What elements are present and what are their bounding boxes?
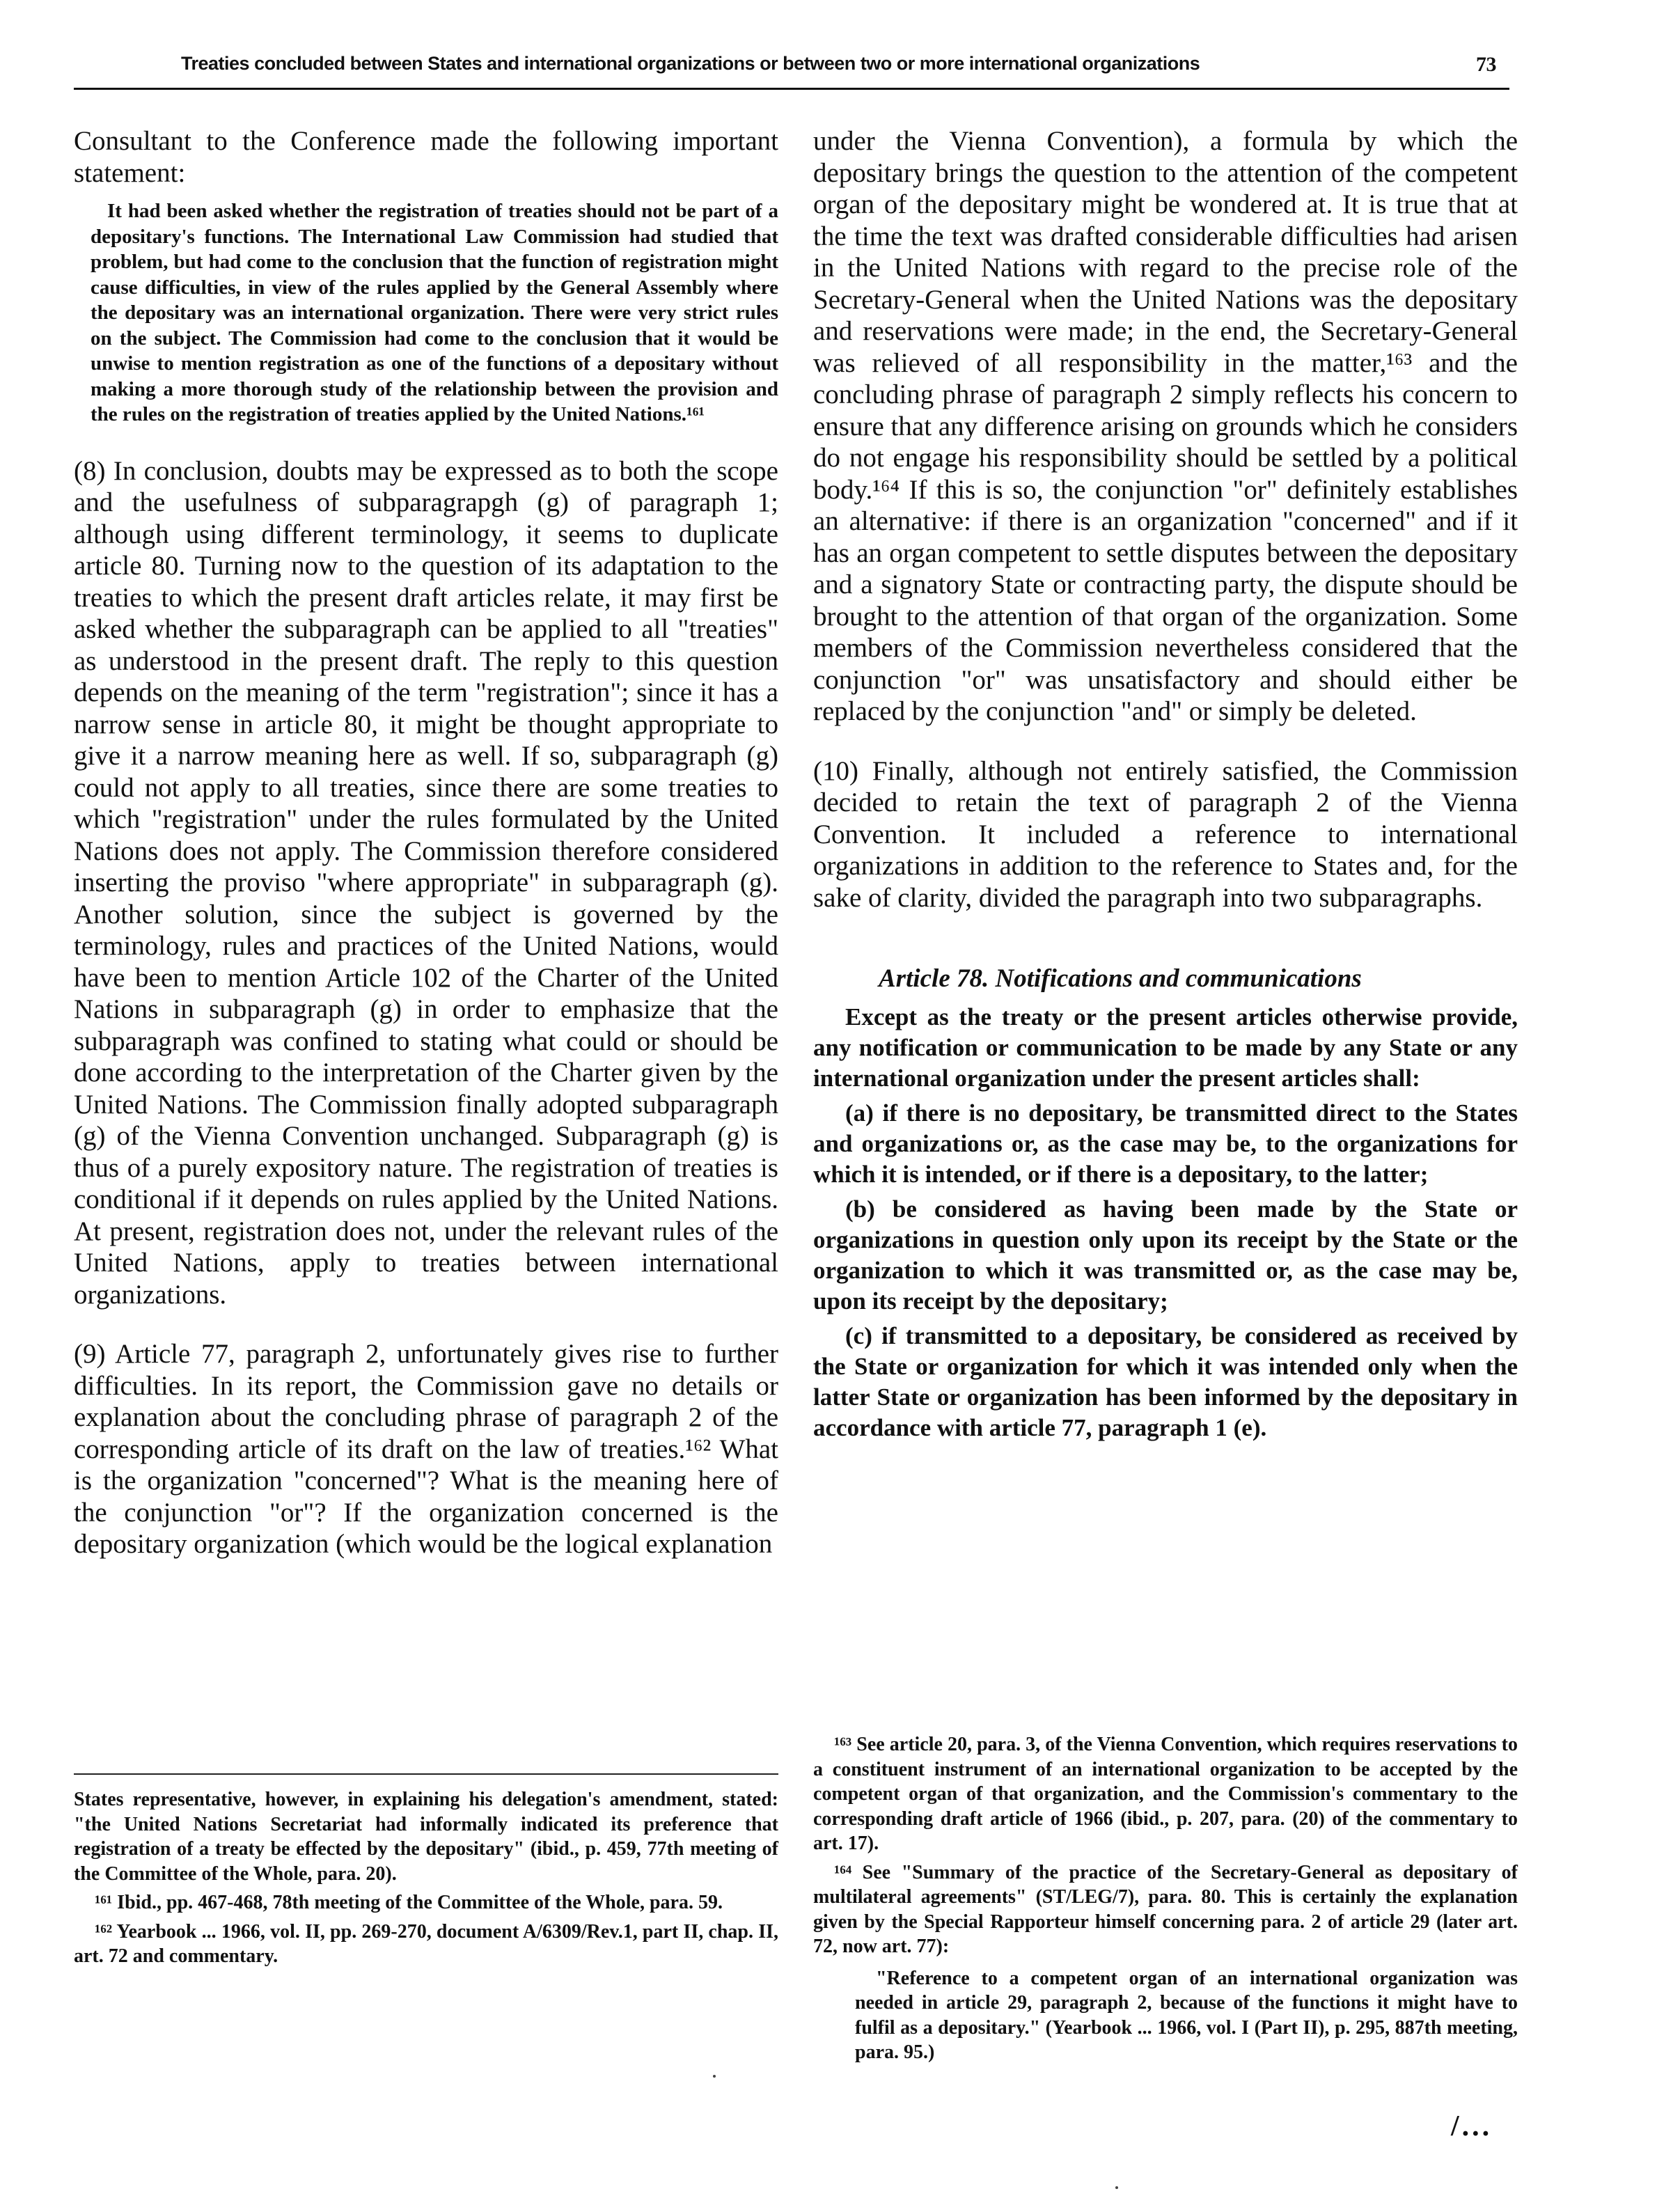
left-column [74, 125, 778, 1560]
footnote-rule-left [74, 1773, 778, 1775]
intro-paragraph: Consultant to the Conference made the following important statement: [74, 126, 778, 188]
footnote-162: ¹⁶² Yearbook ... 1966, vol. II, pp. 269-270, document A/6309/Rev.1, part II, chap. II, art. 72 and commentary. [74, 1920, 778, 1967]
right-column [813, 125, 1518, 1443]
running-title: Treaties concluded between States and international organizations or between two or more international organizations [181, 53, 1200, 74]
paragraph-9-continued: under the Vienna Convention), a formula by which the depositary brings the question to the attention of the competent organ of the depositary might be wondered at. It is true that at the time the text was drafted considerable difficulties had arisen in the United Nations with regard to the precise role of the Secretary-General when the United Nations was the depositary and reservations were made; in the end, the Secretary-General was relieved of all responsibility in the matter,¹⁶³ and the concluding phrase of paragraph 2 simply reflects his concern to ensure that any difference arising on grounds which he considers do not engage his responsibility should be settled by a political body.¹⁶⁴ If this is so, the conjunction "or" definitely establishes an alternative: if there is an organization "concerned" and if it has an organ competent to settle disputes between the depositary and a signatory State or contracting party, the dispute should be brought to the attention of that organ of the organization. Some members of the Commission nevertheless considered that the conjunction "or" was unsatisfactory and should either be replaced by the conjunction "and" or simply be deleted. [813, 126, 1518, 726]
spacer [813, 728, 1518, 755]
spacer [813, 913, 1518, 964]
paragraph-8: (8) In conclusion, doubts may be expressed as to both the scope and the usefulness of subparagrapgh (g) of paragraph 1; although using different terminology, it seems to duplicate article 80. Turning now to the question of its adaptation to the treaties to which the present draft articles relate, it may first be asked whether the subparagraph can be applied to all "treaties" as understood in the present draft. The reply to this question depends on the meaning of the term "registration"; since it has a narrow sense in article 80, it might be thought appropriate to give it a narrow meaning here as well. If so, subparagraph (g) could not apply to all treaties, since there are some treaties to which "registration" under the rules formulated by the United Nations does not apply. The Commission therefore considered inserting the proviso "where appropriate" in subparagraph (g). Another solution, since the subject is governed by the terminology, rules and practices of the United Nations, would have been to mention Article 102 of the Charter of the United Nations in subparagraph (g) in order to emphasize that the subparagraph was confined to stating what could or should be done according to the interpretation of the Charter given by the United Nations. The Commission finally adopted subparagraph (g) of the Vienna Convention unchanged. Subparagraph (g) is thus of a purely expository nature. The registration of treaties is conditional if it depends on rules applied by the United Nations. At present, registration does not, under the relevant rules of the United Nations, apply to treaties between international organizations. [74, 455, 778, 1310]
footnote-161: ¹⁶¹ Ibid., pp. 467-468, 78th meeting of the Committee of the Whole, para. 59. [95, 1892, 723, 1913]
continuation-mark: /... [1451, 2110, 1493, 2142]
spacer [74, 1310, 778, 1338]
page-number: 73 [1476, 53, 1496, 76]
footnote-163: ¹⁶³ See article 20, para. 3, of the Vienna Convention, which requires reservations to a constituent instrument of an international organization to be accepted by the competent organ of that organization, and the Commission's commentary to the corresponding draft article of 1966 (ibid., p. 207, para. (20) of the commentary to art. 17). [813, 1734, 1518, 1854]
spacer [74, 428, 778, 455]
paragraph-9: (9) Article 77, paragraph 2, unfortunately gives rise to further difficulties. In its report, the Commission gave no details or explanation about the concluding phrase of paragraph 2 of the corresponding article of its draft on the law of treaties.¹⁶² What is the organization "concerned"? What is the meaning here of the conjunction "or"? If the organization concerned is the depositary organization (which would be the logical explanation [74, 1339, 778, 1559]
footnotes-right [813, 1732, 1518, 2065]
footnote-164-quote: "Reference to a competent organ of an international organization was needed in article 29, paragraph 2, because of the functions it might have to fulfil as a depositary." (Yearbook ... 1966, vol. I (Part II), p. 295, 887th meeting, para. 95.) [855, 1967, 1518, 2063]
article-78-item-b: (b) be considered as having been made by the State or organizations in question only upon its receipt by the State or the organization to which it was transmitted or, as the case may be, upon its receipt by the depositary; [813, 1195, 1518, 1315]
speck [713, 2075, 716, 2078]
article-78-intro: Except as the treaty or the present articles otherwise provide, any notification or communication to be made by any State or any international organization under the present articles shall: [813, 1003, 1518, 1092]
block-quote: It had been asked whether the registration of treaties should not be part of a depositary's functions. The International Law Commission had studied that problem, but had come to the conclusion that the function of registration might cause difficulties, in view of the rules applied by the General Assembly where the depositary was an international organization. There were very strict rules on the subject. The Commission had come to the conclusion that it would be unwise to mention registration as one of the functions of a depositary without making a more thorough study of the relationship between the provision and the rules on the registration of treaties applied by the United Nations.¹⁶¹ [91, 200, 778, 425]
footnote-continued: States representative, however, in explaining his delegation's amendment, stated: "the United Nations Secretariat had informally indicated its preference that registration of a treaty be effected by the depositary" (ibid., p. 459, 77th meeting of the Committee of the Whole, para. 20). [74, 1789, 778, 1885]
article-78-heading: Article 78. Notifications and communications [879, 964, 1362, 993]
article-78-item-a: (a) if there is no depositary, be transmitted direct to the States and organizations or, as the case may be, to the organizations for which it is intended, or if there is a depositary, to the latter; [813, 1099, 1518, 1188]
article-78-item-c: (c) if transmitted to a depositary, be considered as received by the State or organization for which it was intended only when the latter State or organization has been informed by the depositary in accordance with article 77, paragraph 1 (e). [813, 1322, 1518, 1441]
header-rule [74, 88, 1509, 90]
footnote-164: ¹⁶⁴ See "Summary of the practice of the Secretary-General as depositary of multilateral agreements" (ST/LEG/7), para. 80. This is certainly the explanation given by the Special Rapporteur himself concerning para. 2 of article 29 (later art. 72, now art. 77): [813, 1861, 1518, 1957]
footnotes-left [74, 1787, 778, 1969]
paragraph-10: (10) Finally, although not entirely satisfied, the Commission decided to retain the text of paragraph 2 of the Vienna Convention. It included a reference to international organizations in addition to the reference to States and, for the sake of clarity, divided the paragraph into two subparagraphs. [813, 755, 1518, 913]
speck [1115, 2186, 1118, 2189]
